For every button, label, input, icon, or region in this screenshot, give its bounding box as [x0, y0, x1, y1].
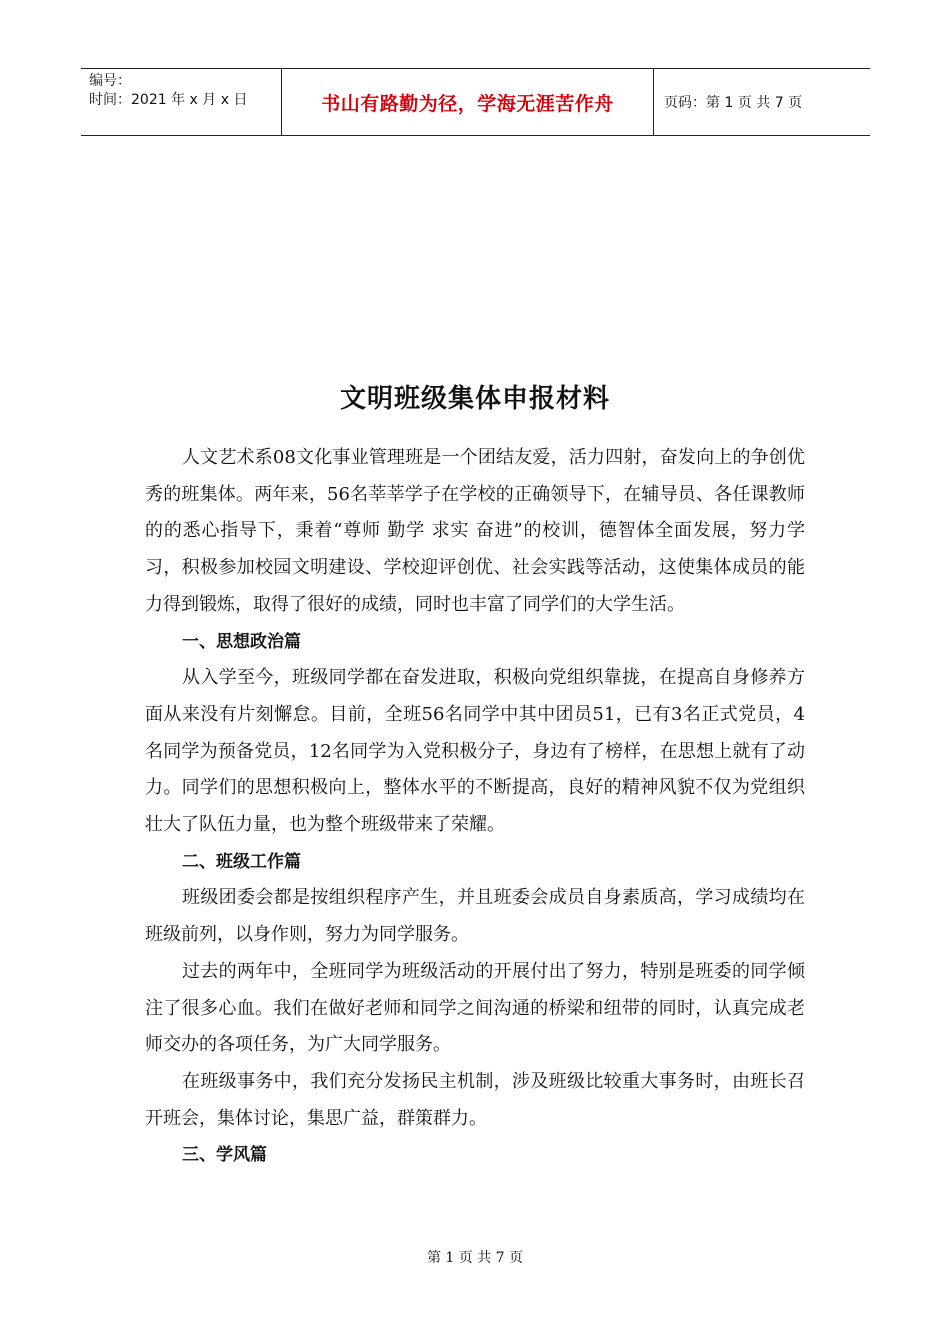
page-footer: 第 1 页 共 7 页 [426, 1250, 524, 1266]
section-heading-study-style: 三、学风篇 [182, 1145, 267, 1166]
class-work-paragraph-3: 在班级事务中，我们充分发扬民主机制，涉及班级比较重大事务时，由班长召开班会，集体讨论，集思广益，群策群力。 [145, 1070, 805, 1129]
document-title: 文明班级集体申报材料 [339, 384, 610, 414]
section-heading-politics: 一、思想政治篇 [182, 631, 301, 652]
class-work-paragraph-1: 班级团委会都是按组织程序产生，并且班委会成员自身素质高，学习成绩均在班级前列，以身作则，努力为同学服务。 [145, 887, 805, 946]
header-motto: 书山有路勤为径，学海无涯苦作舟 [282, 69, 654, 135]
page-header [81, 68, 870, 136]
intro-paragraph: 人文艺术系08文化事业管理班是一个团结友爱，活力四射，奋发向上的争创优秀的班集体。两年来，56名莘莘学子在学校的正确领导下，在辅导员、各任课教师的的悉心指导下，秉着“尊师 勤学 求实 奋进”的校训，德智体全面发展，努力学习，积极参加校园文明建设、学校迎评创优、社会实践等活动，这使集体成员的能力得到锻炼，取得了很好的成绩，同时也丰富了同学们的大学生活。 [145, 447, 805, 615]
politics-paragraph: 从入学至今，班级同学都在奋发进取，积极向党组织靠拢，在提高自身修养方面从来没有片刻懈怠。目前，全班56名同学中其中团员51，已有3名正式党员，4名同学为预备党员，12名同学为入党积极分子，身边有了榜样，在思想上就有了动力。同学们的思想积极向上，整体水平的不断提高，良好的精神风貌不仅为党组织壮大了队伍力量，也为整个班级带来了荣耀。 [145, 667, 805, 836]
header-page-info: 页码：第 1 页 共 7 页 [664, 95, 803, 111]
header-meta [81, 69, 282, 135]
document-body [145, 440, 805, 1174]
section-heading-class-work: 二、班级工作篇 [182, 851, 301, 872]
class-work-paragraph-2: 过去的两年中，全班同学为班级活动的开展付出了努力，特别是班委的同学倾注了很多心血。我们在做好老师和同学之间沟通的桥梁和纽带的同时，认真完成老师交办的各项任务，为广大同学服务。 [145, 960, 805, 1056]
document-date: 时间：2021 年 x 月 x 日 [89, 92, 248, 108]
document-number-label: 编号： [89, 73, 131, 89]
